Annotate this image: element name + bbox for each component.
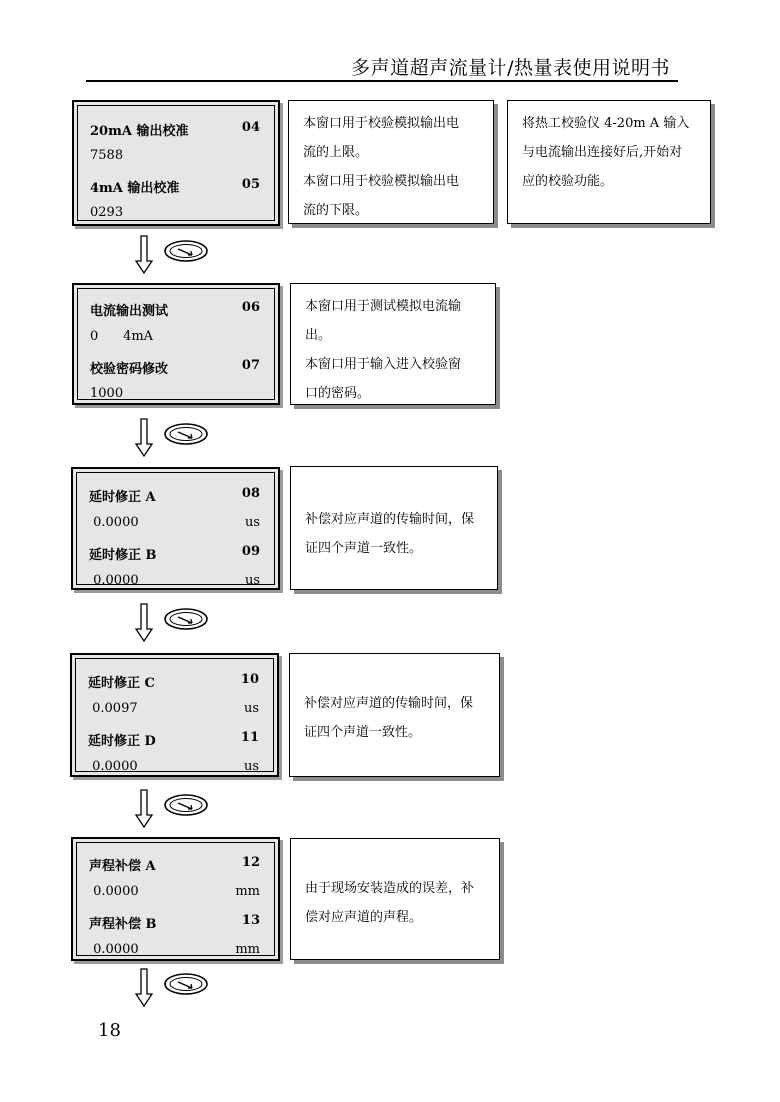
lcd-row bbox=[88, 672, 259, 692]
header-rule bbox=[86, 80, 678, 82]
lcd-unit: mm bbox=[235, 942, 260, 957]
note-line: 补偿对应声道的传输时间，保 bbox=[305, 512, 475, 527]
lcd-window-5 bbox=[71, 837, 280, 961]
down-arrow-icon bbox=[134, 235, 154, 275]
lcd-row bbox=[89, 544, 260, 564]
lcd-value: 06 bbox=[241, 300, 260, 315]
lcd-label: 0.0000 bbox=[88, 759, 138, 774]
lcd-row bbox=[88, 701, 259, 721]
lcd-unit: us bbox=[243, 759, 259, 774]
key-button-icon bbox=[163, 792, 211, 818]
note-line: 证四个声道一致性。 bbox=[304, 725, 422, 740]
lcd-window-4 bbox=[70, 653, 279, 777]
lcd-row bbox=[90, 177, 260, 197]
down-arrow-icon bbox=[134, 968, 154, 1008]
lcd-row bbox=[89, 573, 260, 593]
lcd-value: 10 bbox=[240, 672, 259, 687]
lcd-value: 12 bbox=[241, 855, 260, 870]
note-line: 补偿对应声道的传输时间，保 bbox=[304, 696, 474, 711]
lcd-label: 20mA 输出校准 bbox=[90, 124, 189, 139]
lcd-label: 电流输出测试 bbox=[90, 304, 169, 319]
lcd-row bbox=[88, 730, 259, 750]
lcd-value: 13 bbox=[241, 913, 260, 928]
lcd-row bbox=[90, 300, 260, 320]
lcd-row bbox=[90, 120, 260, 140]
lcd-value: 07 bbox=[241, 358, 260, 373]
lcd-value: 05 bbox=[241, 177, 260, 192]
lcd-label: 延时修正 A bbox=[89, 490, 156, 505]
note-box-3 bbox=[290, 466, 498, 590]
lcd-window-3 bbox=[71, 467, 280, 590]
lcd-window-2 bbox=[72, 283, 280, 405]
lcd-label: 4mA 输出校准 bbox=[90, 181, 180, 196]
lcd-row bbox=[89, 884, 260, 904]
lcd-label: 延时修正 C bbox=[88, 676, 155, 691]
lcd-label: 声程补偿 A bbox=[89, 859, 156, 874]
lcd-label: 声程补偿 B bbox=[89, 917, 157, 932]
note-box-5 bbox=[290, 838, 500, 960]
lcd-label: 校验密码修改 bbox=[90, 362, 169, 377]
lcd-unit: us bbox=[243, 701, 259, 716]
lcd-unit: us bbox=[244, 515, 260, 530]
lcd-label: 0293 bbox=[90, 205, 124, 220]
note-line: 证四个声道一致性。 bbox=[305, 541, 423, 556]
lcd-row bbox=[90, 329, 260, 349]
note-box-1b bbox=[507, 100, 711, 224]
lcd-unit: mm bbox=[235, 884, 260, 899]
lcd-label: 延时修正 D bbox=[88, 734, 156, 749]
note-box-1a bbox=[288, 100, 494, 224]
note-line: 本窗口用于测试模拟电流输 bbox=[305, 299, 462, 314]
lcd-label: 7588 bbox=[90, 148, 124, 163]
lcd-label: 0.0000 bbox=[89, 942, 139, 957]
down-arrow-icon bbox=[134, 603, 154, 643]
lcd-unit: us bbox=[244, 573, 260, 588]
lcd-row bbox=[89, 855, 260, 875]
lcd-label: 延时修正 B bbox=[89, 548, 157, 563]
key-button-icon bbox=[163, 606, 211, 632]
lcd-label: 1000 bbox=[90, 386, 124, 401]
lcd-label: 0.0000 bbox=[89, 573, 139, 588]
lcd-label: 0.0000 bbox=[89, 884, 139, 899]
note-line: 应的校验功能。 bbox=[522, 174, 614, 189]
key-button-icon bbox=[163, 238, 211, 264]
lcd-row bbox=[90, 205, 260, 225]
note-line: 出。 bbox=[305, 328, 332, 343]
note-line: 偿对应声道的声程。 bbox=[305, 910, 423, 925]
page-header-title: 多声道超声流量计/热量表使用说明书 bbox=[351, 57, 670, 79]
down-arrow-icon bbox=[134, 789, 154, 829]
key-button-icon bbox=[163, 421, 211, 447]
note-box-4 bbox=[289, 653, 500, 777]
note-line: 由于现场安装造成的误差，补 bbox=[305, 881, 475, 896]
note-line: 流的上限。 bbox=[303, 145, 369, 160]
lcd-label: 0.0097 bbox=[88, 701, 138, 716]
lcd-value: 08 bbox=[241, 486, 260, 501]
lcd-value: 04 bbox=[241, 120, 260, 135]
note-line: 本窗口用于校验模拟输出电 bbox=[303, 174, 460, 189]
page-number: 18 bbox=[98, 1020, 121, 1041]
lcd-value: 09 bbox=[241, 544, 260, 559]
down-arrow-icon bbox=[134, 418, 154, 458]
lcd-row bbox=[90, 358, 260, 378]
note-line: 本窗口用于校验模拟输出电 bbox=[303, 116, 460, 131]
key-button-icon bbox=[163, 971, 211, 997]
lcd-label: 0.0000 bbox=[89, 515, 139, 530]
note-line: 口的密码。 bbox=[305, 386, 371, 401]
lcd-label: 0 4mA bbox=[90, 329, 154, 344]
note-line: 流的下限。 bbox=[303, 203, 369, 218]
lcd-row bbox=[88, 759, 259, 779]
lcd-row bbox=[90, 386, 260, 406]
note-line: 本窗口用于输入进入校验窗 bbox=[305, 357, 462, 372]
lcd-row bbox=[89, 942, 260, 962]
lcd-row bbox=[89, 913, 260, 933]
lcd-row bbox=[89, 486, 260, 506]
note-line: 与电流输出连接好后,开始对 bbox=[522, 145, 683, 160]
note-box-2 bbox=[290, 283, 496, 405]
lcd-window-1 bbox=[72, 100, 280, 226]
lcd-row bbox=[89, 515, 260, 535]
note-line: 将热工校验仪 4-20m A 输入 bbox=[522, 116, 690, 131]
lcd-row bbox=[90, 148, 260, 168]
lcd-value: 11 bbox=[240, 730, 259, 745]
